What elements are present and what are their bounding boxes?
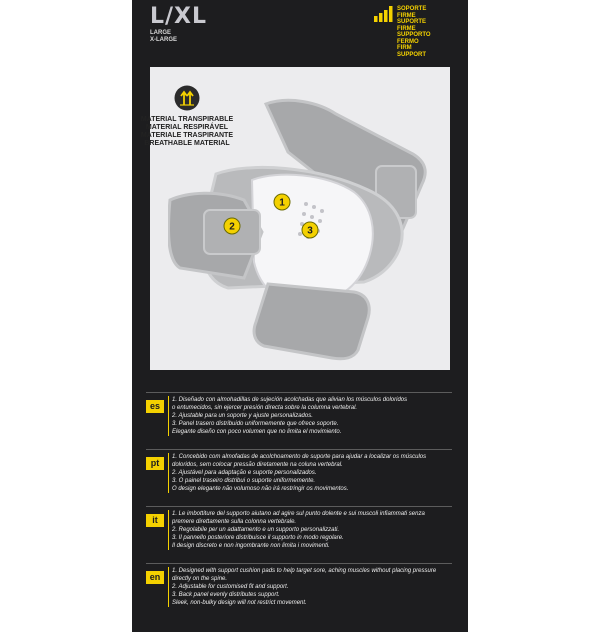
description-line: 2. Adjustable for customised fit and support. bbox=[172, 584, 289, 590]
support-line: FIRME bbox=[397, 12, 416, 19]
description-line: O design elegante não volumoso não irá restringir os movimentos. bbox=[172, 486, 349, 492]
callout-number: 3 bbox=[307, 225, 313, 237]
description-line: 1. Diseñado con almohadillas de sujeción acolchadas que alivian los músculos doloridos bbox=[172, 397, 408, 403]
description-line: 3. Panel trasero distribuido uniformemente que ofrece soporte. bbox=[172, 421, 339, 427]
support-bar bbox=[374, 16, 378, 22]
support-level-text bbox=[397, 6, 431, 58]
size-sub-line: LARGE bbox=[150, 30, 171, 36]
description-line: premere direttamente sulla colonna vertebrale. bbox=[172, 519, 297, 525]
section-divider bbox=[146, 563, 452, 564]
language-badge: es bbox=[146, 400, 164, 413]
description-line: Sleek, non-bulky design will not restrict movement. bbox=[172, 600, 307, 606]
description-line: 3. Il pannello posteriore distribuisce il supporto in modo regolare. bbox=[172, 535, 344, 541]
size-label: L/XL bbox=[150, 4, 208, 29]
description-line: directly on the spine. bbox=[172, 576, 228, 582]
description-line: 2. Ajustável para adaptação e suporte personalizados. bbox=[172, 470, 317, 476]
description-line: 1. Designed with support cushion pads to help target sore, aching muscles without placing pressure bbox=[172, 568, 437, 574]
section-divider bbox=[146, 392, 452, 393]
section-divider bbox=[146, 506, 452, 507]
description-line: 2. Regolabile per un adattamento e un supporto personalizzati. bbox=[172, 527, 340, 533]
language-description bbox=[168, 510, 472, 550]
language-description bbox=[168, 396, 472, 436]
callout-number: 2 bbox=[229, 221, 235, 233]
size-sub-label bbox=[150, 30, 177, 44]
support-bar bbox=[389, 6, 393, 22]
size-sub-line: X-LARGE bbox=[150, 37, 177, 43]
support-line: SUPORTE bbox=[397, 19, 427, 25]
material-line: MATERIALE TRASPIRANTE bbox=[140, 132, 234, 139]
description-line: 1. Le imbottiture del supporto aiutano ad agire sul punto dolente e sui muscoli infiammati senza bbox=[172, 511, 425, 517]
description-line: 3. Back panel evenly distributes support. bbox=[172, 592, 280, 598]
support-bar bbox=[379, 13, 383, 22]
support-line: FERMO bbox=[397, 38, 419, 45]
description-line: 2. Ajustable para un soporte y ajuste personalizados. bbox=[172, 413, 313, 419]
material-line: BREATHABLE MATERIAL bbox=[144, 140, 230, 147]
language-description bbox=[168, 567, 472, 607]
description-line: Il design discreto e non ingombrante non limita i movimenti. bbox=[172, 543, 330, 549]
description-line: doloridos, sem colocar pressão diretamente na coluna vertebral. bbox=[172, 462, 343, 468]
language-badge: pt bbox=[146, 457, 164, 470]
language-badge: en bbox=[146, 571, 164, 584]
description-line: 3. O painel traseiro distribui o suporte uniformemente. bbox=[172, 478, 316, 484]
description-line: o entumecidos, sin ejercer presión directa sobre la columna vertebral. bbox=[172, 405, 358, 411]
support-line: SUPPORT bbox=[397, 51, 427, 58]
language-badge: it bbox=[146, 514, 164, 527]
support-line: SOPORTE bbox=[397, 6, 427, 12]
section-divider bbox=[146, 449, 452, 450]
support-line: FIRME bbox=[397, 25, 416, 32]
back-brace-image bbox=[168, 92, 438, 362]
support-bar bbox=[384, 10, 388, 22]
callout-number: 1 bbox=[279, 197, 285, 209]
support-line: FIRM bbox=[397, 45, 412, 51]
support-line: SUPPORTO bbox=[397, 32, 431, 38]
description-line: Elegante diseño con poco volumen que no limita el movimiento. bbox=[172, 429, 342, 435]
support-level-icon bbox=[374, 6, 394, 22]
language-description bbox=[168, 453, 472, 493]
material-line: MATERIAL TRANSPIRABLE bbox=[140, 116, 234, 123]
description-line: 1. Concebido com almofadas de acolchoamento de suporte para ajudar a localizar os músculos bbox=[172, 454, 427, 460]
material-line: MATERIAL RESPIRÁVEL bbox=[145, 124, 229, 131]
